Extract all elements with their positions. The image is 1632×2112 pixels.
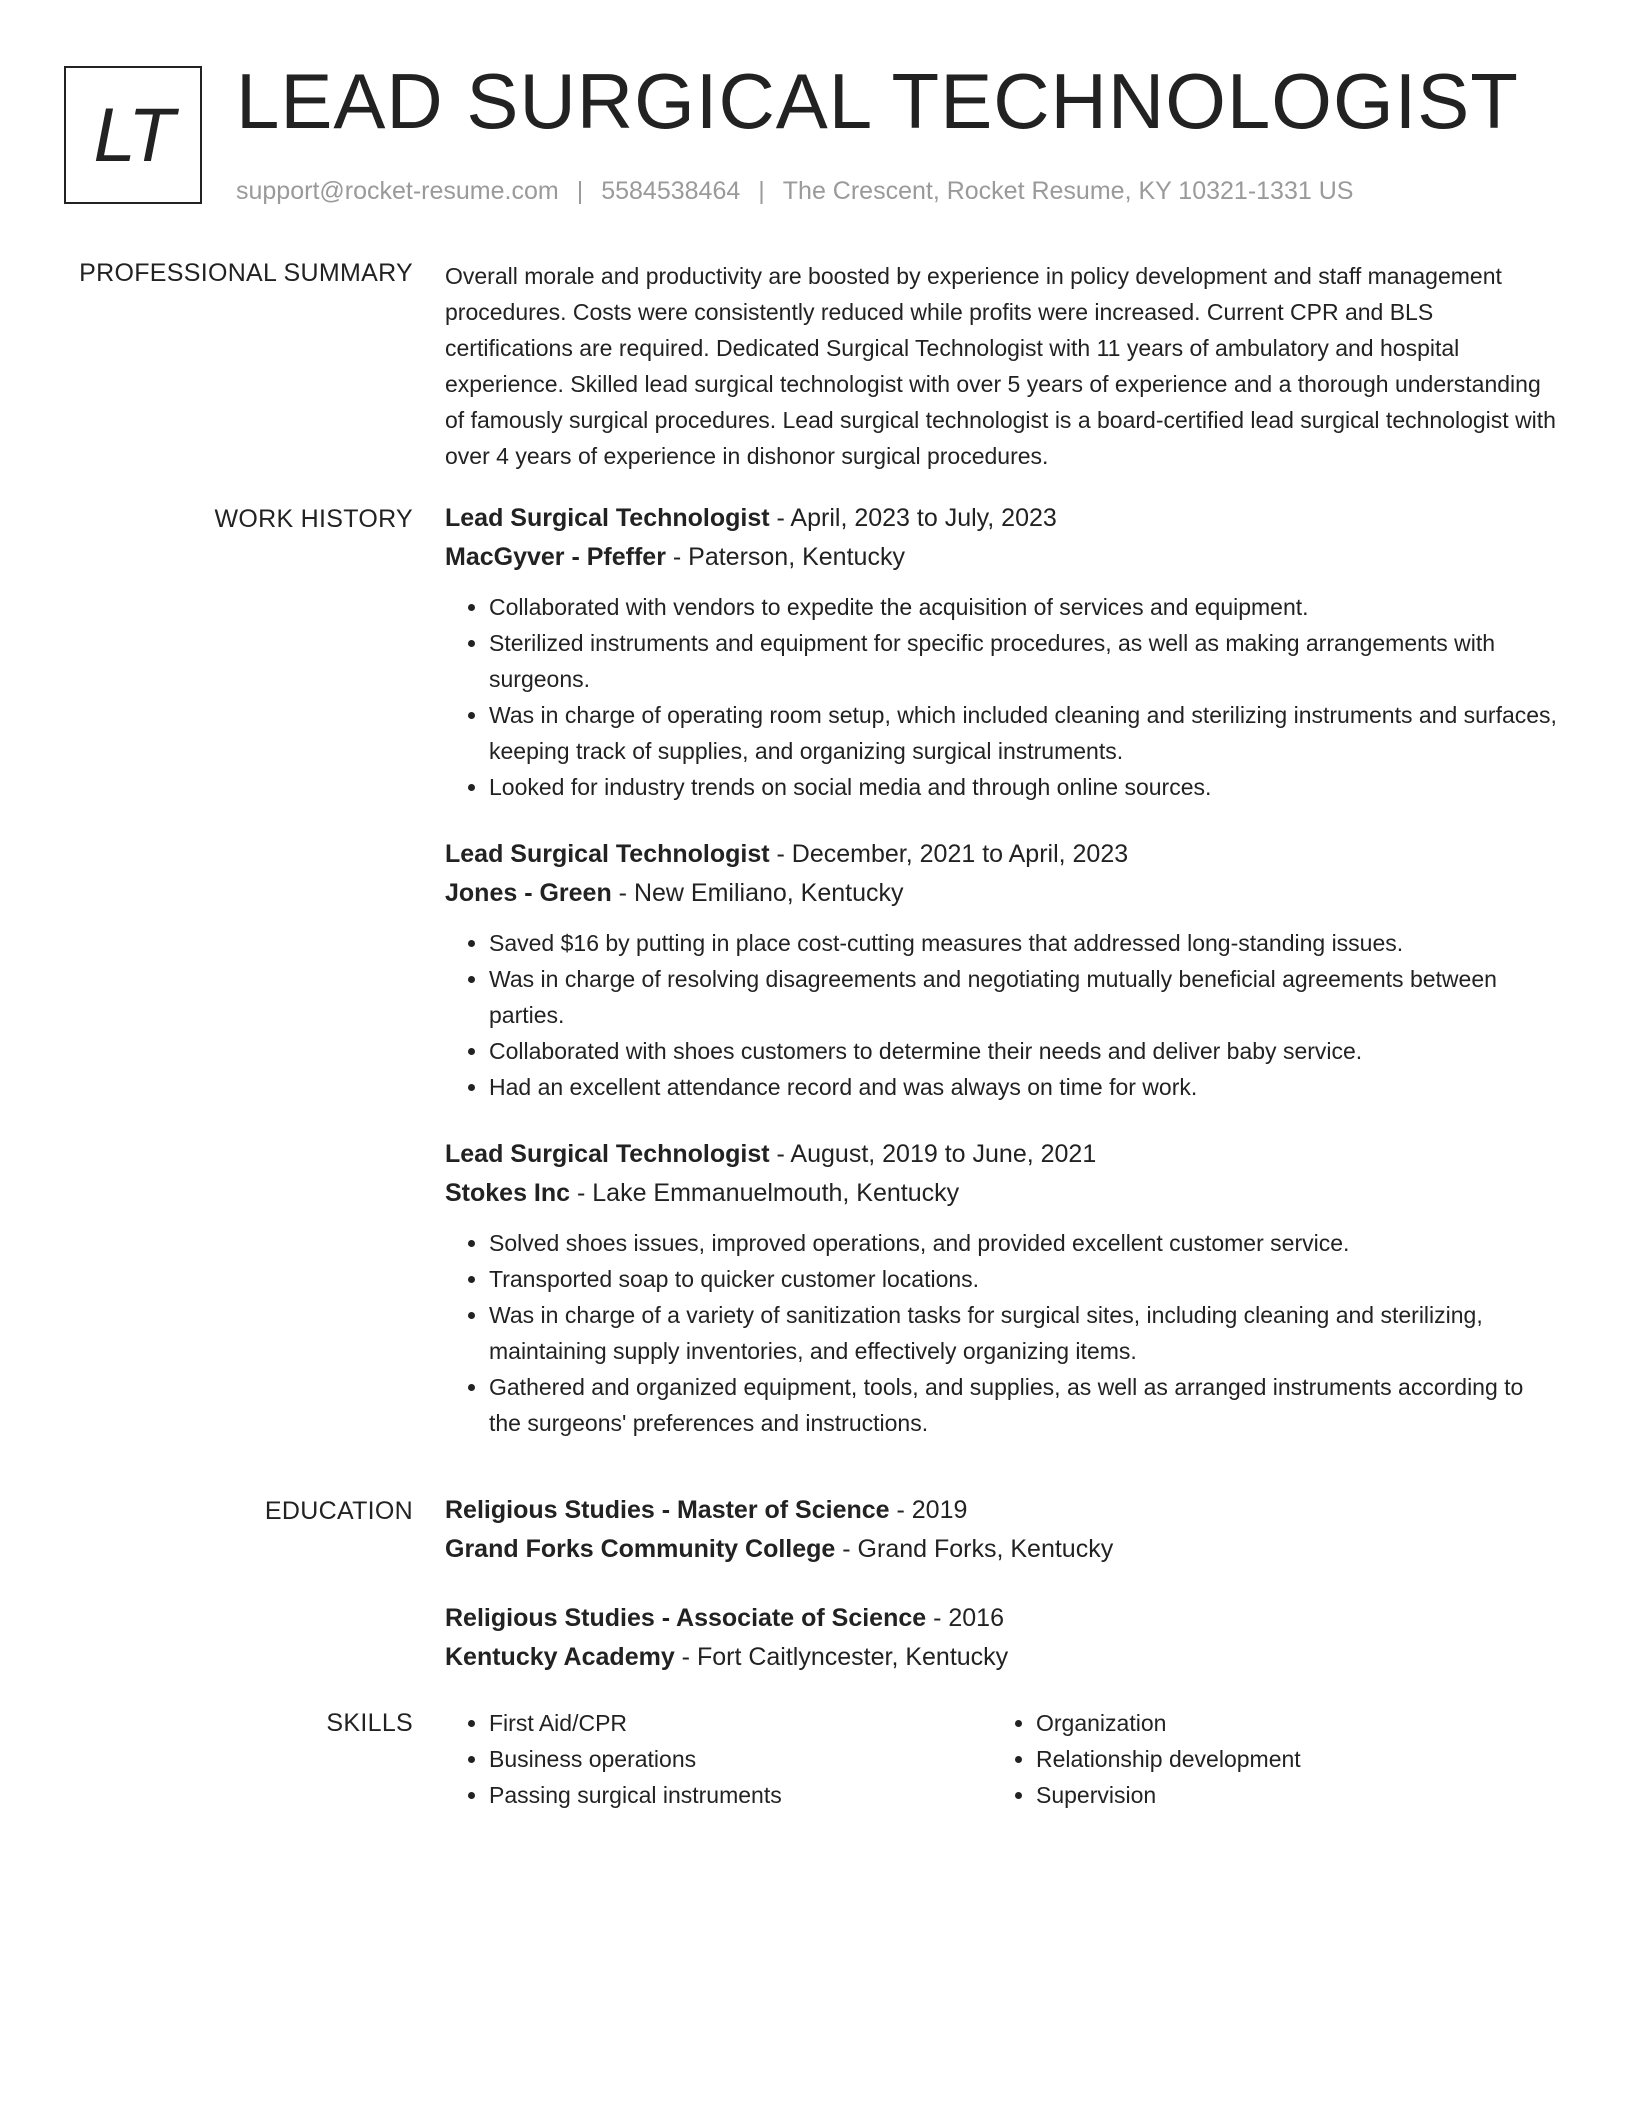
job-entry	[445, 1135, 1557, 1441]
resume-title: LEAD SURGICAL TECHNOLOGIST	[236, 57, 1519, 145]
job-location: - Paterson, Kentucky	[665, 543, 905, 571]
education-school: Grand Forks Community College	[445, 1535, 836, 1563]
job-bullet: • Collaborated with vendors to expedite the acquisition of services and equipment.	[489, 589, 1557, 625]
job-company-line	[445, 874, 1557, 913]
job-bullet: • Was in charge of operating room setup, which included cleaning and sterilizing instruments and surfaces, keeping track of supplies, and organizing surgical instruments.	[489, 697, 1557, 769]
skill-item: • First Aid/CPR	[489, 1705, 992, 1741]
education-school-line	[445, 1638, 1557, 1677]
skill-item: • Passing surgical instruments	[489, 1777, 992, 1813]
monogram-logo: LT	[64, 66, 202, 204]
job-bullets	[445, 1225, 1557, 1441]
job-role: Lead Surgical Technologist	[445, 840, 770, 868]
job-title-line	[445, 499, 1557, 538]
job-company: Jones - Green	[445, 879, 612, 907]
job-company-line	[445, 1174, 1557, 1213]
job-dates: - December, 2021 to April, 2023	[769, 840, 1129, 868]
job-bullet: • Gathered and organized equipment, tools, and supplies, as well as arranged instruments according to the surgeons' preferences and instructions.	[489, 1369, 1557, 1441]
education-year: - 2019	[889, 1496, 968, 1524]
skill-item: • Business operations	[489, 1741, 992, 1777]
contact-address: The Crescent, Rocket Resume, KY 10321-1331 US	[782, 177, 1354, 205]
job-bullet: • Had an excellent attendance record and was always on time for work.	[489, 1069, 1557, 1105]
job-entry	[445, 835, 1557, 1105]
job-company: MacGyver - Pfeffer	[445, 543, 666, 571]
job-bullet: • Collaborated with shoes customers to determine their needs and deliver baby service.	[489, 1033, 1557, 1069]
job-bullets	[445, 589, 1557, 805]
contact-separator: |	[576, 177, 584, 205]
contact-separator: |	[758, 177, 765, 205]
job-bullet: • Was in charge of resolving disagreements and negotiating mutually beneficial agreements between parties.	[489, 961, 1557, 1033]
job-location: - New Emiliano, Kentucky	[611, 879, 904, 907]
education-heading: EDUCATION	[264, 1497, 413, 1525]
job-bullets	[445, 925, 1557, 1105]
job-company-line	[445, 538, 1557, 577]
job-bullet: • Sterilized instruments and equipment for specific procedures, as well as making arrangements with surgeons.	[489, 625, 1557, 697]
education-school: Kentucky Academy	[445, 1643, 675, 1671]
job-title-line	[445, 1135, 1557, 1174]
skills-columns	[445, 1705, 1557, 1813]
skills-list-right	[992, 1705, 1539, 1813]
skill-item: • Supervision	[1036, 1777, 1539, 1813]
contact-phone: 5584538464	[601, 177, 741, 205]
education-year: - 2016	[926, 1604, 1004, 1632]
education-school-line	[445, 1530, 1557, 1569]
job-company: Stokes Inc	[445, 1179, 571, 1207]
job-title-line	[445, 835, 1557, 874]
education-degree: Religious Studies - Master of Science	[445, 1496, 890, 1524]
job-dates: - April, 2023 to July, 2023	[769, 504, 1057, 532]
education-degree: Religious Studies - Associate of Science	[445, 1604, 927, 1632]
summary-heading: PROFESSIONAL SUMMARY	[79, 259, 413, 287]
job-bullet: • Transported soap to quicker customer locations.	[489, 1261, 1557, 1297]
job-role: Lead Surgical Technologist	[445, 1140, 770, 1168]
education-entry	[445, 1599, 1557, 1677]
education-location: - Fort Caitlyncester, Kentucky	[674, 1643, 1009, 1671]
contact-email: support@rocket-resume.com	[236, 177, 559, 205]
skill-item: • Organization	[1036, 1705, 1539, 1741]
job-dates: - August, 2019 to June, 2021	[769, 1140, 1097, 1168]
job-role: Lead Surgical Technologist	[445, 504, 770, 532]
education-degree-line	[445, 1599, 1557, 1638]
job-bullet: • Looked for industry trends on social media and through online sources.	[489, 769, 1557, 805]
skill-item: • Relationship development	[1036, 1741, 1539, 1777]
job-entry	[445, 499, 1557, 805]
summary-text: Overall morale and productivity are boosted by experience in policy development and staff management procedures. Costs were consistently reduced while profits were increased. Current CPR and BLS certifications are required. Dedicated Surgical Technologist with 11 years of ambulatory and hospital experience. Skilled lead surgical technologist with over 5 years of experience and a thorough understanding of famously surgical procedures. Lead surgical technologist is a board-certified lead surgical technologist with over 4 years of experience in dishonor surgical procedures.	[445, 263, 1556, 469]
job-bullet: • Solved shoes issues, improved operations, and provided excellent customer service.	[489, 1225, 1557, 1261]
skills-heading: SKILLS	[326, 1709, 413, 1737]
contact-line	[236, 174, 1353, 208]
job-bullet: • Was in charge of a variety of sanitization tasks for surgical sites, including cleaning and sterilizing, maintaining supply inventories, and effectively organizing items.	[489, 1297, 1557, 1369]
education-location: - Grand Forks, Kentucky	[835, 1535, 1114, 1563]
work-history-heading: WORK HISTORY	[214, 505, 413, 533]
job-bullet: • Saved $16 by putting in place cost-cutting measures that addressed long-standing issues.	[489, 925, 1557, 961]
job-location: - Lake Emmanuelmouth, Kentucky	[570, 1179, 960, 1207]
skills-list-left	[445, 1705, 992, 1813]
education-entry	[445, 1491, 1557, 1569]
education-degree-line	[445, 1491, 1557, 1530]
